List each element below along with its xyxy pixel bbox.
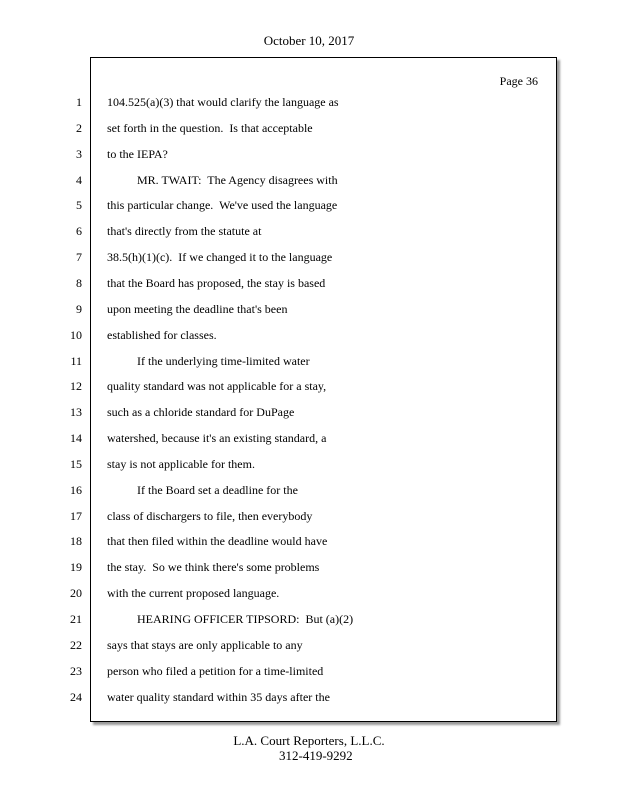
line-number: 13 — [70, 405, 82, 419]
transcript-line: If the Board set a deadline for the — [107, 483, 298, 497]
transcript-line: stay is not applicable for them. — [107, 457, 255, 471]
line-number: 22 — [70, 638, 82, 652]
transcript-line: water quality standard within 35 days after the — [107, 690, 330, 704]
line-number: 14 — [70, 431, 82, 445]
line-number: 7 — [76, 250, 82, 264]
line-number: 11 — [70, 354, 82, 368]
transcript-line: HEARING OFFICER TIPSORD: But (a)(2) — [107, 612, 354, 626]
line-number: 19 — [70, 560, 82, 574]
line-number: 23 — [70, 664, 82, 678]
line-number: 8 — [76, 276, 82, 290]
line-number: 3 — [76, 147, 82, 161]
line-number: 5 — [76, 198, 82, 212]
line-number: 2 — [76, 121, 82, 135]
line-number: 17 — [70, 509, 82, 523]
line-number: 15 — [70, 457, 82, 471]
transcript-line: says that stays are only applicable to any — [107, 638, 303, 652]
line-number: 24 — [70, 690, 82, 704]
line-number: 18 — [70, 534, 82, 548]
footer-phone: 312-419-9292 — [279, 748, 353, 763]
line-number: 16 — [70, 483, 82, 497]
transcript-line: to the IEPA? — [107, 147, 168, 161]
line-number: 4 — [76, 173, 82, 187]
line-number: 21 — [70, 612, 82, 626]
header-date: October 10, 2017 — [263, 33, 355, 48]
transcript-line: If the underlying time-limited water — [107, 354, 310, 368]
line-number: 9 — [76, 302, 82, 316]
transcript-line: class of dischargers to file, then everybody — [107, 509, 313, 523]
transcript-line: set forth in the question. Is that acceptable — [107, 121, 313, 135]
transcript-line: established for classes. — [107, 328, 217, 342]
line-number: 12 — [70, 379, 82, 393]
line-number: 1 — [76, 95, 82, 109]
transcript-line: 104.525(a)(3) that would clarify the language as — [107, 95, 339, 109]
page-number: Page 36 — [499, 74, 538, 88]
transcript-line: with the current proposed language. — [107, 586, 280, 600]
transcript-line: that the Board has proposed, the stay is based — [107, 276, 326, 290]
transcript-line: watershed, because it's an existing standard, a — [107, 431, 327, 445]
footer-company: L.A. Court Reporters, L.L.C. — [233, 733, 385, 748]
transcript-line: upon meeting the deadline that's been — [107, 302, 288, 316]
transcript-line: this particular change. We've used the language — [107, 198, 338, 212]
transcript-line: person who filed a petition for a time-limited — [107, 664, 324, 678]
line-number: 6 — [76, 224, 82, 238]
transcript-line: the stay. So we think there's some problems — [107, 560, 320, 574]
transcript-line: that then filed within the deadline would have — [107, 534, 328, 548]
line-number: 20 — [70, 586, 82, 600]
transcript-line: 38.5(h)(1)(c). If we changed it to the language — [107, 250, 333, 264]
transcript-line: MR. TWAIT: The Agency disagrees with — [107, 173, 338, 187]
transcript-line: quality standard was not applicable for a stay, — [107, 379, 327, 393]
transcript-line: that's directly from the statute at — [107, 224, 262, 238]
line-number: 10 — [70, 328, 82, 342]
transcript-line: such as a chloride standard for DuPage — [107, 405, 295, 419]
